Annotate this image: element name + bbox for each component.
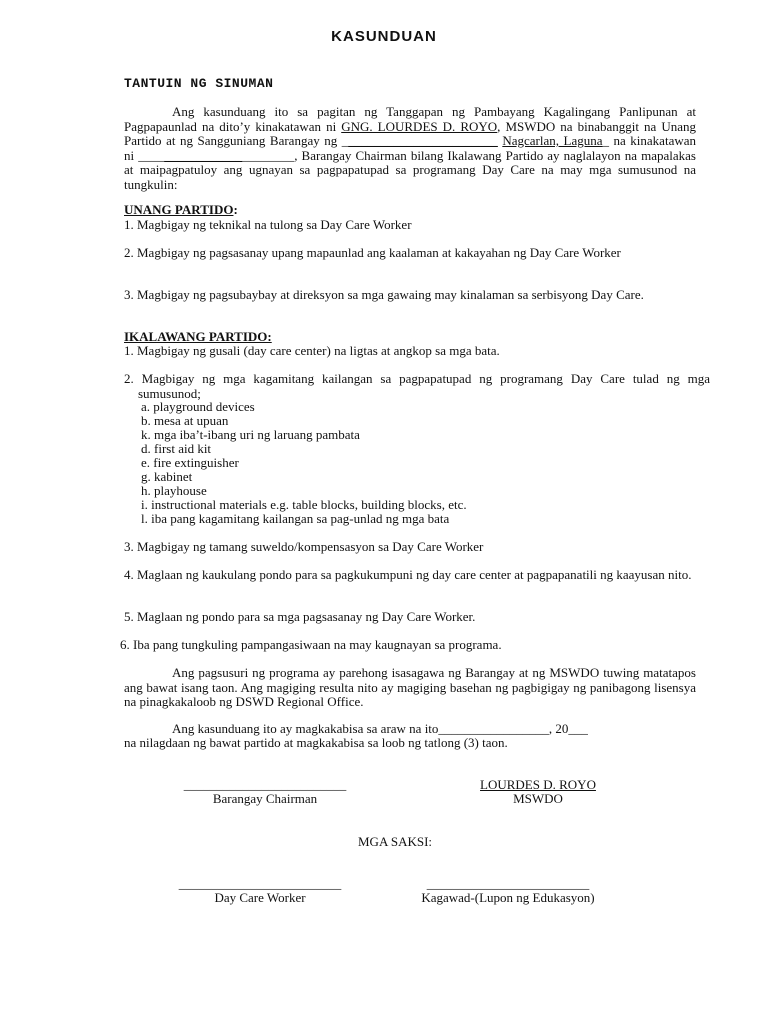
unang-partido-colon: :	[233, 202, 238, 217]
witnesses-heading: MGA SAKSI:	[358, 834, 433, 849]
intro-text-3: _ na kinakatawan ni ____	[124, 133, 696, 163]
intro-text-4: ________, Barangay Chairman bilang Ikalawang Partido ay naglalayon na mapalakas at maipagpatuloy ang ugnayan sa pagpapatupad sa programang Day Care na may mga sumusunod na tungkulin:	[124, 147, 696, 192]
ikalawa-item-1: 1. Magbigay ng gusali (day care center) na ligtas at angkop sa mga bata.	[124, 343, 500, 358]
kagawad-signature-block	[396, 877, 620, 905]
barangay-blank: _______________________	[348, 133, 498, 148]
mswdo-signatory-name: LOURDES D. ROYO	[480, 777, 596, 792]
day-care-worker-signature-line: _________________________	[178, 876, 342, 891]
list-item: l. iba pang kagamitang kailangan sa pag-unlad ng mga bata	[141, 511, 450, 526]
list-item: b. mesa at upuan	[141, 413, 229, 428]
kagawad-label: Kagawad-(Lupon ng Edukasyon)	[421, 890, 595, 905]
chairman-blank: ____________	[164, 147, 243, 163]
equipment-list	[141, 400, 467, 526]
chairman-signature-block	[160, 778, 370, 806]
review-paragraph: Ang pagsusuri ng programa ay parehong isasagawa ng Barangay at ng MSWDO tuwing matatapos ang bawat isang taon. Ang magiging resulta nito ay magiging basehan ng pagbigigay ng panibagong lisensya na pinagkakaloob ng DSWD Regional Office.	[124, 665, 696, 709]
chairman-label: Barangay Chairman	[212, 791, 318, 806]
ikalawa-item-5: 5. Maglaan ng pondo para sa mga pagsasanay ng Day Care Worker.	[124, 609, 476, 624]
list-item: d. first aid kit	[141, 441, 212, 456]
list-item: a. playground devices	[141, 399, 255, 414]
list-item: i. instructional materials e.g. table blocks, building blocks, etc.	[141, 497, 467, 512]
list-item: k. mga iba’t-ibang uri ng laruang pambata	[141, 427, 360, 442]
kagawad-signature-line: _________________________	[426, 876, 590, 891]
ikalawa-item-3: 3. Magbigay ng tamang suweldo/kompensasyon sa Day Care Worker	[124, 539, 484, 554]
intro-text-1: Ang kasunduang ito sa pagitan ng Tanggapan ng Pambayang Kagalingang Panlipunan at Pagpapaunlad na dito’y kinakatawan ni	[124, 104, 696, 134]
unang-item-2: 2. Magbigay ng pagsasanay upang mapaunlad ang kaalaman at kakayahan ng Day Care Worker	[124, 245, 621, 260]
intro-paragraph	[124, 105, 696, 192]
document-title: KASUNDUAN	[331, 28, 437, 45]
mswdo-signature-block	[448, 778, 628, 806]
unang-item-3: 3. Magbigay ng pagsubaybay at direksyon sa mga gawaing may kinalaman sa serbisyong Day Care.	[124, 287, 644, 302]
unang-partido-heading-text: UNANG PARTIDO	[124, 202, 234, 217]
chairman-signature-line: _________________________	[183, 777, 347, 792]
effectivity-line-2: na nilagdaan ng bawat partido at magkakabisa sa loob ng tatlong (3) taon.	[124, 735, 508, 750]
effectivity-line-1: Ang kasunduang ito ay magkakabisa sa araw na ito_________________, 20___	[172, 721, 588, 736]
unang-partido-heading	[124, 203, 238, 217]
document-subtitle: TANTUIN NG SINUMAN	[124, 76, 274, 91]
ikalawang-partido-heading: IKALAWANG PARTIDO:	[124, 329, 272, 344]
ikalawa-item-6: 6. Iba pang tungkuling pampangasiwaan na may kaugnayan sa programa.	[120, 637, 502, 652]
list-item: e. fire extinguisher	[141, 455, 239, 470]
list-item: h. playhouse	[141, 483, 207, 498]
day-care-worker-label: Day Care Worker	[214, 890, 306, 905]
intro-text-2: , MSWDO na binabanggit na Unang Partido at ng Sangguniang Barangay ng _	[124, 118, 696, 148]
mswdo-label: MSWDO	[513, 791, 563, 806]
list-item: g. kabinet	[141, 469, 193, 484]
place-name: Nagcarlan, Laguna	[502, 133, 603, 148]
ikalawa-item-2: 2. Magbigay ng mga kagamitang kailangan sa pagpapatupad ng programang Day Care tulad ng mga sumusunod;	[124, 371, 710, 401]
ikalawa-item-4: 4. Maglaan ng kaukulang pondo para sa pagkukumpuni ng day care center at pagpapanatili ng kaayusan nito.	[124, 567, 692, 582]
mswdo-name: GNG. LOURDES D. ROYO	[341, 118, 498, 134]
day-care-worker-signature-block	[160, 877, 360, 905]
unang-item-1: 1. Magbigay ng teknikal na tulong sa Day Care Worker	[124, 217, 412, 232]
